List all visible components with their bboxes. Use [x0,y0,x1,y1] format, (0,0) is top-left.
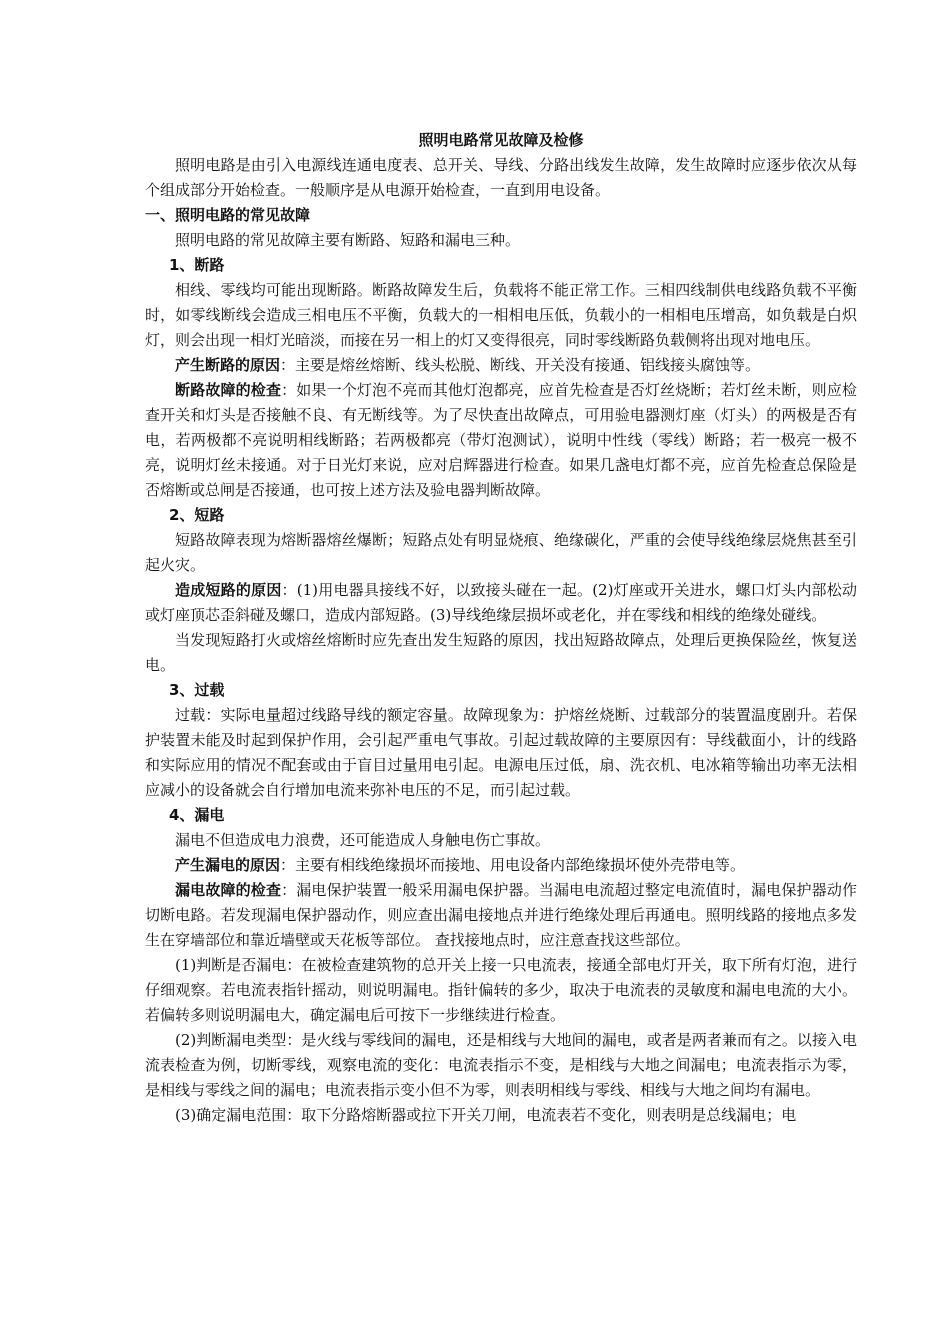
document-page [145,128,857,1128]
document-title: 照明电路常见故障及检修 [418,131,584,149]
leakage-cause-text: ：主要有相线绝缘损坏而接地、用电设备内部绝缘损坏使外壳带电等。 [280,856,746,874]
leakage-step-paragraph: (1)判断是否漏电：在被检查建筑物的总开关上接一只电流表，接通全部电灯开关，取下所有灯泡，进行仔细观察。若电流表指针摇动，则说明漏电。指针偏转的多少，取决于电流表的灵敏度和漏电电流的大小。若偏转多则说明漏电大，确定漏电后可按下一步继续进行检查。 [145,956,857,1024]
short-circuit-paragraph: 短路故障表现为熔断器熔丝爆断；短路点处有明显烧痕、绝缘碳化，严重的会使导线绝缘层烧焦甚至引起火灾。 [145,531,857,574]
short-circuit-cause-text: ：(1)用电器具接线不好，以致接头碰在一起。(2)灯座或开关进水，螺口灯头内部松动或灯座顶芯歪斜碰及螺口，造成内部短路。(3)导线绝缘层损坏或老化，并在零线和相线的绝缘处碰线。 [145,581,857,624]
leakage-cause-label: 产生漏电的原因 [175,856,281,874]
short-circuit-cause-label: 造成短路的原因 [175,581,282,599]
leakage-check-label: 漏电故障的检查 [175,881,282,899]
leakage-check-text: ：漏电保护装置一般采用漏电保护器。当漏电电流超过整定电流值时，漏电保护器动作切断电路。若发现漏电保护器动作，则应查出漏电接地点并进行绝缘处理后再通电。照明线路的接地点多发生在穿墙部位和靠近墙壁或天花板等部位。 查找接地点时，应注意查找这些部位。 [145,881,857,949]
open-circuit-cause-label: 产生断路的原因 [175,356,281,374]
section-heading-common-faults: 一、照明电路的常见故障 [145,206,311,224]
open-circuit-paragraph: 相线、零线均可能出现断路。断路故障发生后，负载将不能正常工作。三相四线制供电线路负载不平衡时，如零线断线会造成三相电压不平衡，负载大的一相相电压低，负载小的一相相电压增高，如负载是白炽灯，则会出现一相灯光暗淡，而接在另一相上的灯又变得很亮，同时零线断路负载侧将出现对地电压。 [145,281,857,349]
leakage-step-paragraph: (3)确定漏电范围：取下分路熔断器或拉下开关刀闸，电流表若不变化，则表明是总线漏电；电 [175,1106,797,1124]
leakage-cause-paragraph [145,853,857,878]
intro-paragraph: 照明电路是由引入电源线连通电度表、总开关、导线、分路出线发生故障，发生故障时应逐步依次从每个组成部分开始检查。一般顺序是从电源开始检查，一直到用电设备。 [145,156,857,199]
open-circuit-check-paragraph [145,378,857,503]
open-circuit-cause-text: ：主要是熔丝熔断、线头松脱、断线、开关没有接通、铝线接头腐蚀等。 [280,356,761,374]
subsection-heading-open-circuit: 1、断路 [169,256,225,274]
leakage-check-paragraph [145,878,857,953]
overload-paragraph: 过载：实际电量超过线路导线的额定容量。故障现象为：护熔丝烧断、过载部分的装置温度剧升。若保护装置未能及时起到保护作用，会引起严重电气事故。引起过载故障的主要原因有：导线截面小，计的线路和实际应用的情况不配套或由于盲目过量用电引起。电源电压过低，扇、洗衣机、电冰箱等输出功率无法相应减小的设备就会自行增加电流来弥补电压的不足，而引起过载。 [145,706,857,799]
faults-summary-paragraph: 照明电路的常见故障主要有断路、短路和漏电三种。 [175,231,521,249]
short-circuit-cause-paragraph [145,578,857,628]
open-circuit-cause-paragraph [145,353,857,378]
open-circuit-check-text: ：如果一个灯泡不亮而其他灯泡都亮，应首先检查是否灯丝烧断；若灯丝未断，则应检查开关和灯头是否接触不良、有无断线等。为了尽快查出故障点，可用验电器测灯座（灯头）的两极是否有电，若两极都不亮说明相线断路；若两极都亮（带灯泡测试），说明中性线（零线）断路；若一极亮一极不亮，说明灯丝未接通。对于日光灯来说，应对启辉器进行检查。如果几盏电灯都不亮，应首先检查总保险是否熔断或总闸是否接通，也可按上述方法及验电器判断故障。 [145,381,857,499]
leakage-paragraph: 漏电不但造成电力浪费，还可能造成人身触电伤亡事故。 [175,831,551,849]
subsection-heading-overload: 3、过载 [169,681,225,699]
short-circuit-handling-paragraph: 当发现短路打火或熔丝熔断时应先查出发生短路的原因，找出短路故障点，处理后更换保险丝，恢复送电。 [145,631,857,674]
open-circuit-check-label: 断路故障的检查 [175,381,282,399]
subsection-heading-short-circuit: 2、短路 [169,506,225,524]
leakage-step-paragraph: (2)判断漏电类型：是火线与零线间的漏电，还是相线与大地间的漏电，或者是两者兼而有之。以接入电流表检查为例，切断零线，观察电流的变化：电流表指示不变，是相线与大地之间漏电；电流表指示为零，是相线与零线之间的漏电；电流表指示变小但不为零，则表明相线与零线、相线与大地之间均有漏电。 [145,1031,857,1099]
subsection-heading-leakage: 4、漏电 [169,806,225,824]
